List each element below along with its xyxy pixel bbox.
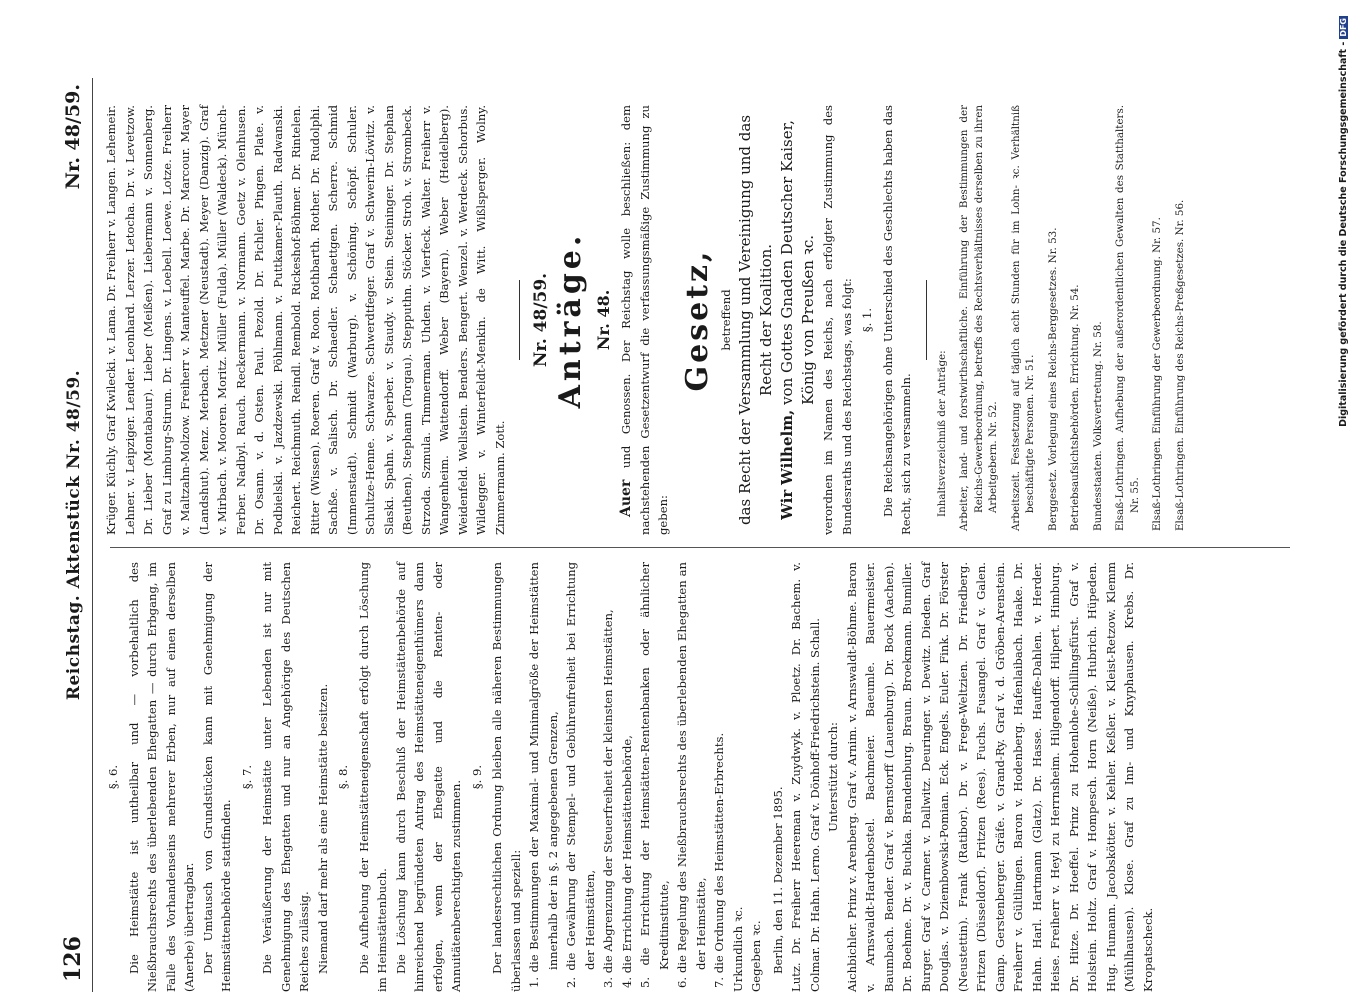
motion-intro [617,105,673,535]
date-line: Berlin, den 11. Dezember 1895. [770,786,785,974]
section-9-item: 6. die Regelung des Nießbrauchsrechts des überlebenden Ehegatten an der Heimstätte, [675,562,708,988]
wir-label: Wir [778,489,796,520]
emperor-name: Wilhelm, [778,409,796,485]
section-8-heading: §. 8. [336,764,350,790]
antraege-heading: Anträge. [552,231,588,409]
betreffend-label: betreffend [718,289,733,351]
section-rule [519,280,520,360]
section-9-item: 2. die Gewährung der Stempel- und Gebührenfreiheit bei Errichtung der Heimstätten, [564,562,597,988]
section-6-heading: §. 6. [106,764,120,790]
section-8-text-2: Die Löschung kann durch Beschluß der Heimstättenbehörde auf hinreichend begründeten Antrag des Heimstätteneigenthümers dann erfolgen, wenn der Ehegatte und die Renten- oder Annuitätenberechtigten zustimmen. [393,562,463,992]
section-1-text: Die Reichsangehörigen ohne Unterschied des Geschlechts haben das Recht, sich zu versammeln. [880,105,913,535]
urkundlich-line: Urkundlich ꝛc. [730,906,745,992]
motion-number: Nr. 48. [593,289,613,351]
column-divider [110,547,1290,548]
section-6-text: Die Heimstätte ist untheilbar und — vorbehaltlich des Nießbrauchsrechts des überlebenden Ehegatten — durch Erbgang, im Falle des Vorhandenseins mehrerer Erben, nur auf einen derselben (Anerbe) übertragbar. [126,562,196,992]
section-7-heading: §. 7. [239,764,254,790]
toc-entry: Arbeiter, land- und forstwirthschaftliche. Einführung der Bestimmungen der Reichs-Gewerbeordnung, betreffs des Rechtsverhältnisses derselben zu ihren Arbeitgebern. Nr. 52. [958,105,999,531]
section-9-item: 1. die Bestimmungen der Maximal- und Minimalgröße der Heimstätten innerhalb der in §. 2 angegebenen Grenzen, [527,562,560,988]
antraege-number: Nr. 48/59. [531,272,551,368]
credit-text-wrap [1338,16,1349,1006]
page-number: 126 [60,936,86,982]
toc-entry: Betriebsaufsichtsbehörden. Errichtung. Nr. 54. [1069,284,1081,531]
section-8-text: Die Aufhebung der Heimstätteneigenschaft erfolgt durch Löschung im Heimstättenbuch. [356,562,389,992]
law-title: das Recht der Versammlung und Vereinigung und das Recht der Koalition. [736,114,775,526]
section-7-text: Die Veräußerung der Heimstätte unter Lebenden ist nur mit Genehmigung des Ehegatten und nur an Angehörige des Deutschen Reiches zulässig. [260,562,311,992]
section-7-text-2: Niemand darf mehr als eine Heimstätte besitzen. [315,683,330,974]
enacting-formula [777,105,819,535]
section-9-heading: §. 9. [469,764,484,790]
toc-entry: Elsaß-Lothringen. Aufhebung der außerordentlichen Gewalten des Statthalters. Nr. 55. [1114,105,1141,531]
credit-text: Digitalisierung gefördert durch die Deutsche Forschungsgemeinschaft - [1338,41,1349,427]
running-header [58,70,88,1000]
page-heading: Reichstag. Aktenstück Nr. 48/59. [64,369,84,701]
document-number-stamp: Nr. 48/59. [62,84,84,190]
toc-entry: Elsaß-Lothringen. Einführung der Gewerbeordnung. Nr. 57. [1151,217,1163,531]
motion-intro-text: und Genossen. Der Reichstag wolle beschließen: dem nachstehenden Gesetzentwurf die verfassungsmäßige Zustimmung zu geben: [619,105,670,535]
digitization-credit [1338,6,1352,996]
toc-entry: Elsaß-Lothringen. Einführung des Reichs-Preßgesetzes. Nr. 56. [1173,199,1186,531]
section-9-item: 4. die Errichtung der Heimstättenbehörde, [619,735,634,988]
motion-author: Auer [618,479,634,517]
header-rule [92,78,93,992]
gegeben-line: Gegeben ꝛc. [749,920,763,992]
right-column [102,105,1187,535]
left-column [102,562,1157,992]
rotated-page [50,70,1310,1000]
supported-by-label: Unterstützt durch: [826,722,840,832]
section-9-text: Der landesrechtlichen Ordnung bleiben alle näheren Bestimmungen überlassen und speziell: [490,562,523,992]
section-9-item: 5. die Errichtung der Heimstätten-Rentenbanken oder ähnlicher Kreditinstitute, [638,562,671,988]
toc-entry: Bundesstaaten. Volksvertretung. Nr. 58. [1091,321,1104,531]
toc-entry: Berggesetz. Vorlegung eines Reichs-Berggesetzes. Nr. 53. [1046,227,1059,531]
names-list-continued: Krüger. Küchly. Graf Kwilecki. v. Lama. Dr. Freiherr v. Langen. Lehemeir. Lehner. v. Leipziger. Lender. Leonhard. Lerzer. Letocha. Dr. v. Levetzow. Dr. Lieber (Montabaur). Lieber (Meißen). Liebermann v. Sonnenberg. Graf zu Limburg-Stirum. Dr. Lingens. v. Loebell. Loewe. Lotze. Freiherr v. Maltzahn-Molzow. Freiherr v. Manteuffel. Marbe. Dr. Marcour. Mayer (Landshut). Menz. Merbach. Metzner (Neustadt). Meyer (Danzig). Graf v. Mirbach. v. Mooren. Moritz. Müller (Fulda). Müller (Waldeck). Münch-Ferber. Nadbyl. Rauch. Reckermann. v. Normann. Goetz v. Olenhusen. Dr. Osann. v. d. Osten. Paul. Pezold. Dr. Pichler. Pingen. Plate. v. Podbielski. v. Jazdzewski. Pöhlmann. v. Puttkamer-Plauth. Radwanski. Reichert. Reichmuth. Reindl. Rembold. Rickeshof-Böhmer. Dr. Rintelen. Ritter (Wissen). Roeren. Graf v. Roon. Rothbarth. Rother. Dr. Rudolphi. Sachße. v. Salisch. Dr. Schaedler. Schaettgen. Scherre. Schmid (Immenstadt). Schmidt (Warburg). v. Schöning. Schöpf. Schuler. Schultze-Henne. Schwarze. Schwerdtfeger. Graf v. Schwerin-Löwitz. v. Slaski. Spahn. v. Sperber. v. Staudy. v. Stein. Steininger. Dr. Stephan (Beuthen). Stephann (Torgau). Stepputhn. Stöcker. Stroh. v. Strombeck. Strzoda. Szmula. Timmerman. Uhden. v. Vierfeck. Walter. Freiherr v. Wangenheim. Wattendorff. Weber (Bayern). Weber (Heidelberg). Weidenfeld. Wellstein. Benders. Bengert. Wenzel. v. Werdeck. Schorbus. Wildegger. v. Winterfeldt-Menkin. de Witt. Wißlsperger. Wolny. Zimmermann. Zott. [104,105,507,535]
section-6-text-2: Der Umtausch von Grundstücken kann mit Genehmigung der Heimstättenbehörde stattfinden. [200,562,233,992]
section-9-item: 3. die Abgrenzung der Steuerfreiheit der kleinsten Heimstätten, [601,609,615,988]
dfg-logo: DFG [1339,18,1348,37]
supporters-list: Aichbichler. Prinz v. Arenberg. Graf v. Arnim. v. Arnswaldt-Böhme. Baron v. Arnswaldt-Hardenbostel. Bachmeier. Baeumle. Bauermeister. Baumbach. Bender. Graf v. Bernstorff (Lauenburg). Dr. Bock (Aachen). Dr. Boehme. Dr. v. Buchka. Brandenburg. Braun. Broekmann. Bumiller. Burger. Graf v. Carmer. v. Dallwitz. Deuringer. v. Dewitz. Dieden. Graf Douglas. v. Dziembowski-Pomian. Eck. Engels. Euler. Fink. Dr. Förster (Neustettin). Frank (Ratibor). Dr. v. Frege-Weltzien. Dr. Friedberg. Fritzen (Düsseldorf). Fritzen (Rees). Fuchs. Fusangel. Graf v. Galen. Gamp. Gerstenberger. Gräfe. v. Grand-Ry. Graf v. d. Gröben-Arenstein. Freiherr v. Gültlingen. Baron v. Hodenberg. Hafenlaibach. Haake. Dr. Hahn. Harl. Hartmann (Glatz). Dr. Hasse. Hauffe-Dahlen. v. Herder. Heise. Freiherr v. Heyl zu Herrnsheim. Hilgendorff. Hilpert. Himburg. Dr. Hitze. Dr. Hoeffel. Prinz zu Hohenlohe-Schillingsfürst. Graf v. Holstein. Holtz. Graf v. Hompesch. Horn (Neiße). Hubrich. Hüpeden. Hug. Humann. Jacobskötter. v. Kehler. Keßler. v. Kleist-Retzow. Klemm (Mühlhausen). Klose. Graf zu Inn- und Knyphausen. Krebs. Dr. Kropatscheck. [844,562,1155,992]
toc-entry: Arbeitszeit. Festsetzung auf täglich acht Stunden für im Lohn- ꝛc. Verhältniß beschäftigte Personen. Nr. 51. [1009,105,1036,531]
toc-heading: Inhaltsverzeichniß der Anträge: [935,350,948,517]
signers-list: Lutz. Dr. Freiherr Heereman v. Zuydwyk. v. Ploetz. Dr. Bachem. v. Colmar. Dr. Hahn. Lerno. Graf v. Dönhoff-Friedrichstein. Schall. [789,562,822,992]
section-1-heading: §. 1. [860,307,874,333]
verordnen-text: verordnen im Namen des Reichs, nach erfolgter Zustimmung des Bundesraths und des Reichstags, was folgt: [821,105,854,535]
toc-rule [926,280,927,360]
emperor-title: von Gottes Gnaden Deutscher Kaiser, König von Preußen ꝛc. [778,120,817,406]
section-9-item: 7. die Ordnung des Heimstätten-Erbrechts. [712,732,726,988]
gesetz-heading: Gesetz, [679,248,715,392]
